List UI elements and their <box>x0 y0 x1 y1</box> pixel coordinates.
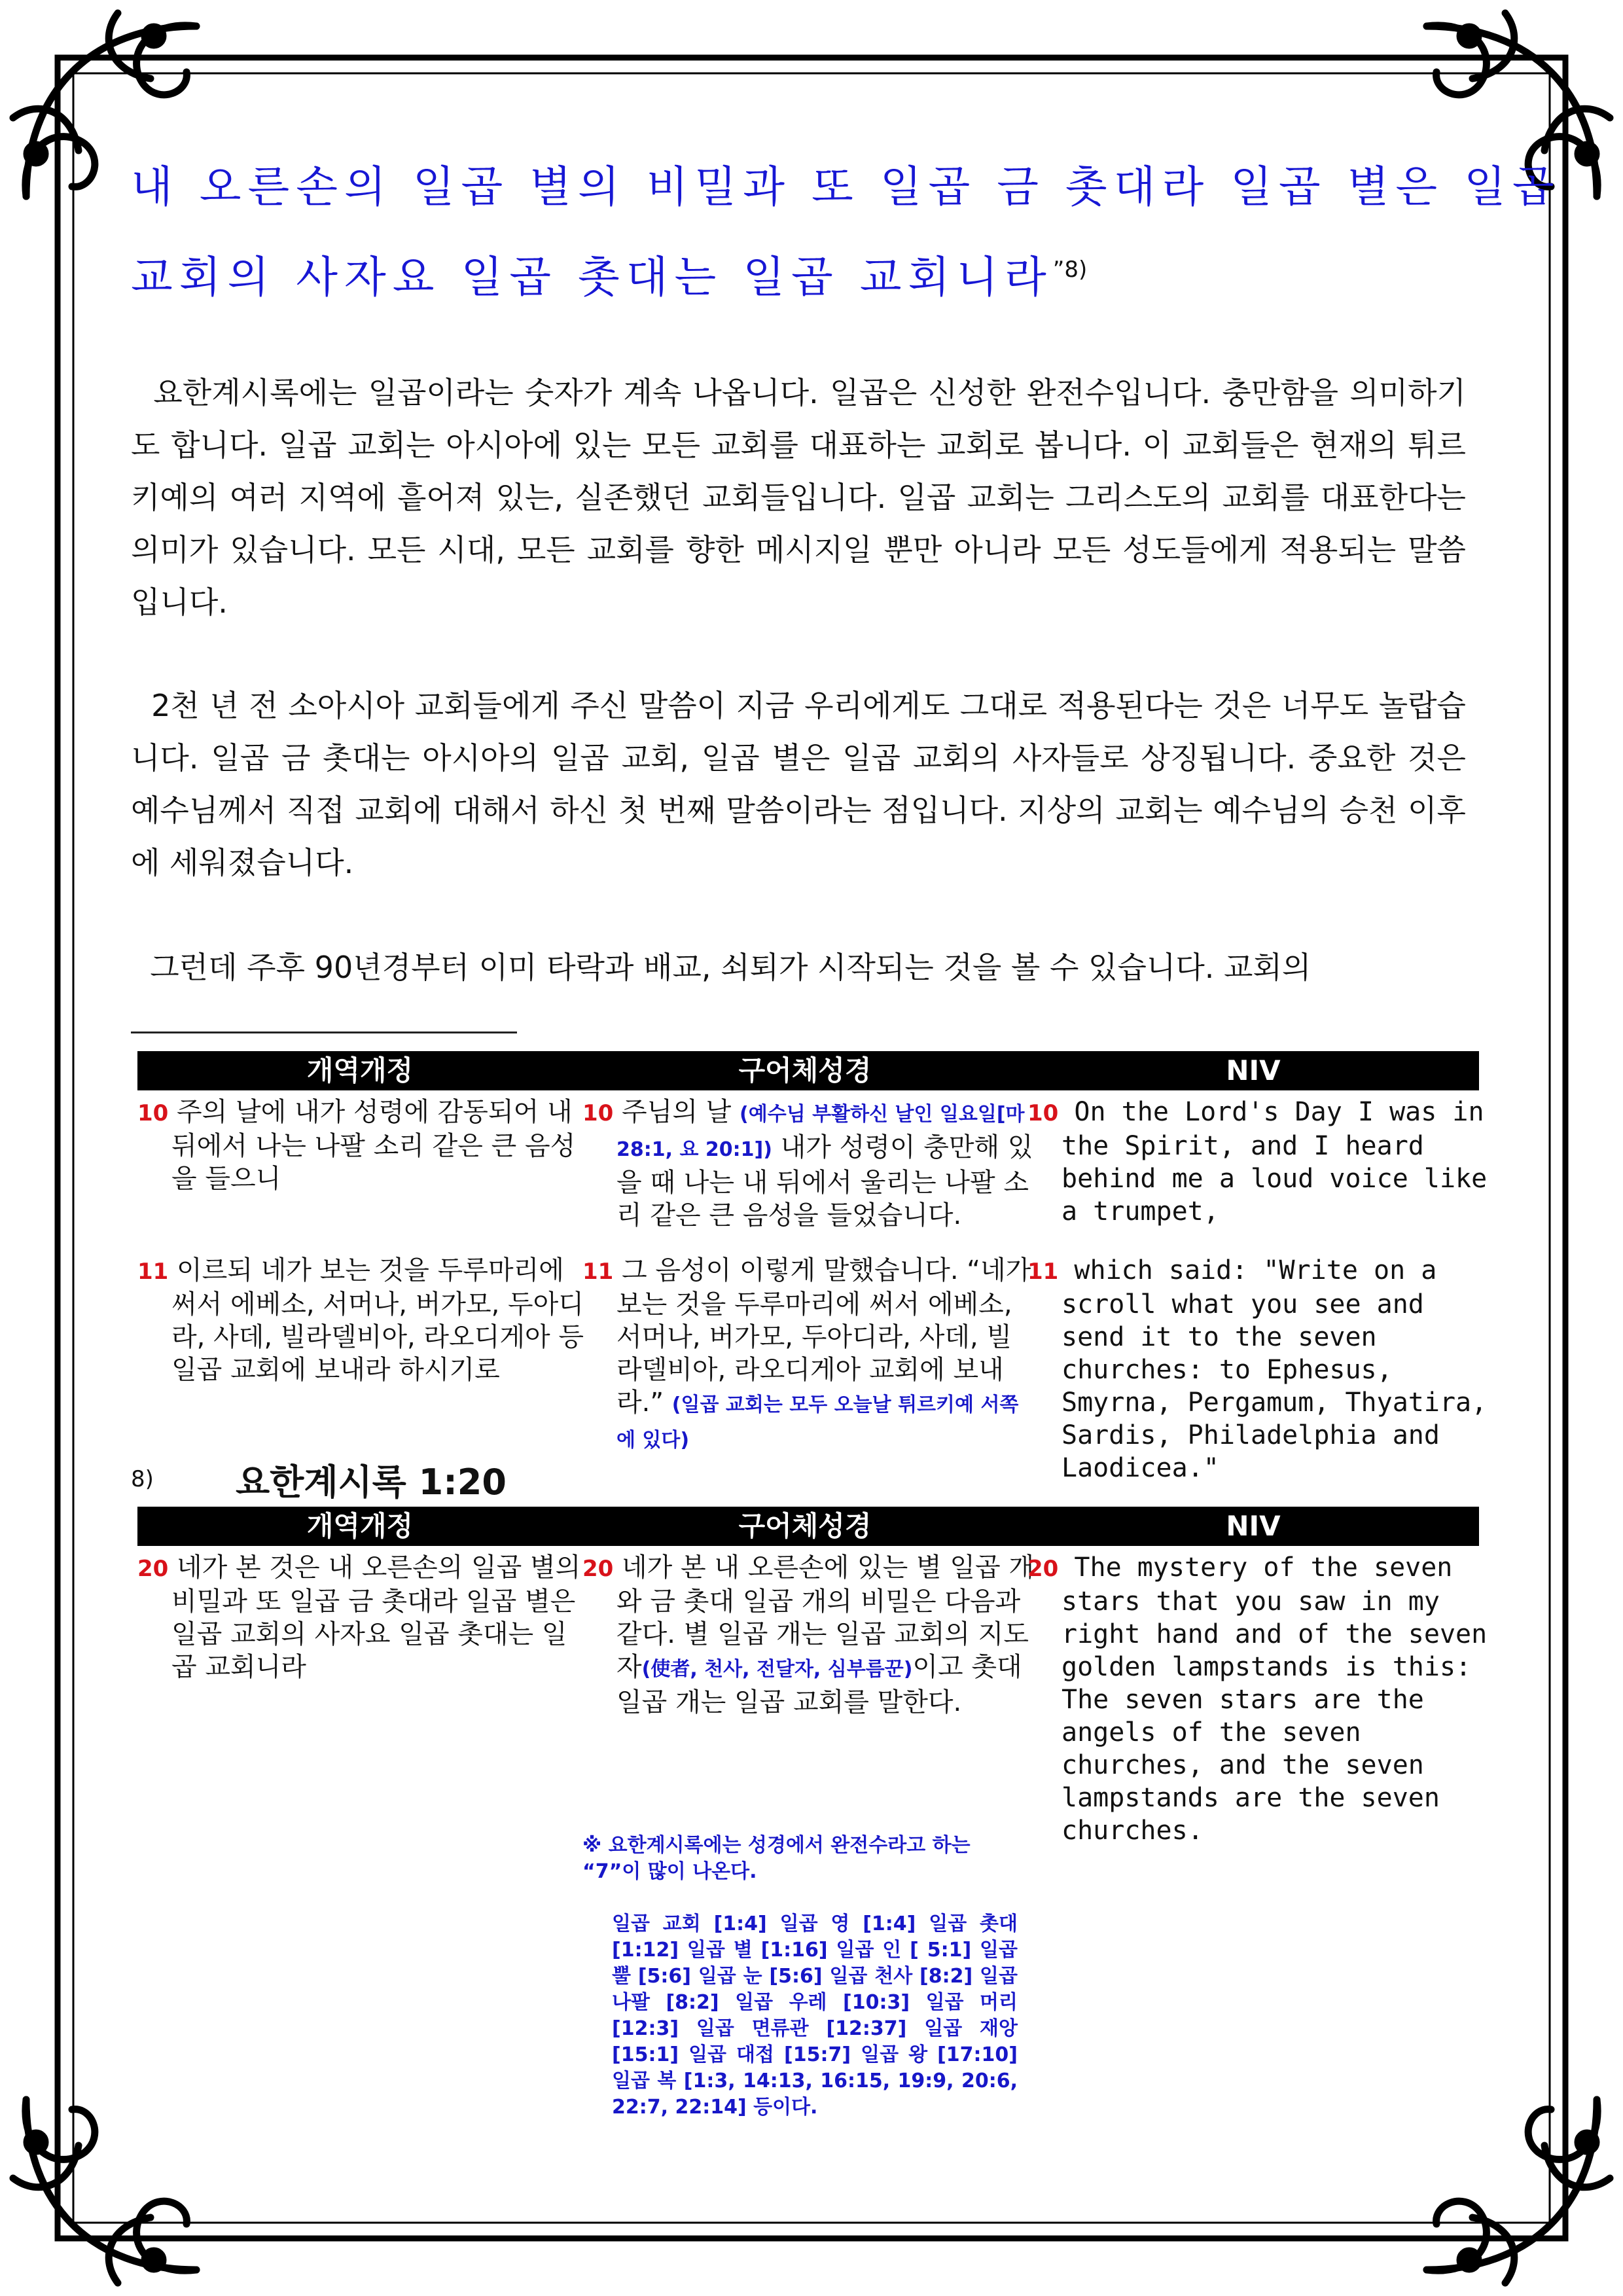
colloquial-text: 그 음성이 이렇게 말했습니다. “네가 보는 것을 두루마리에 써서 에베소, 서머나, 버가모, 두아디라, 사데, 빌라델비아, 라오디게아 교회에 보내라.” <box>616 1255 1031 1418</box>
verse-number: 20 <box>582 1556 614 1582</box>
colloquial-text-cont: 내가 성령이 충만해 있을 때 나는 내 뒤에서 울리는 나팔 소리 같은 큰 음성을 들었습니다. <box>616 1132 1033 1230</box>
quote-line-1: 내 오른손의 일곱 별의 비밀과 또 일곱 금 촛대라 일곱 별은 일곱 <box>131 162 1561 212</box>
paragraph-1 <box>131 367 1466 628</box>
verse-number: 10 <box>137 1100 169 1126</box>
colloquial-text: 네가 본 내 오른손에 있는 별 일곱 개와 금 촛대 일곱 개의 비밀은 다음과 같다. 별 일곱 개는 일곱 교회의 지도자 <box>616 1552 1035 1682</box>
table-cell <box>1027 1254 1493 1484</box>
table-cell <box>582 1096 1035 1232</box>
colloquial-note: (예수님 부활하신 날인 일요일[마 28:1, 요 20:1]) <box>616 1103 1025 1161</box>
column-header-niv: NIV <box>1027 1507 1479 1546</box>
paragraph-1-text: 요한계시록에는 일곱이라는 숫자가 계속 나옵니다. 일곱은 신성한 완전수입니다. 충만함을 의미하기도 합니다. 일곱 교회는 아시아에 있는 모든 교회를 대표하는 교회로 봅니다. 이 교회들은 현재의 튀르키예의 여러 지역에 흩어져 있는, 실존했던 교회들입니다. 일곱 교회는 그리스도의 교회를 대표한다는 의미가 있습니다. 모든 시대, 모든 교회를 향한 메시지일 뿐만 아니라 모든 성도들에게 적용되는 말씀입니다. <box>131 375 1466 620</box>
verse-number: 20 <box>137 1556 169 1582</box>
column-header-krv: 개역개정 <box>137 1051 582 1090</box>
paragraph-3-text: 그런데 주후 90년경부터 이미 타락과 배교, 쇠퇴가 시작되는 것을 볼 수 있습니다. 교회의 <box>150 950 1311 985</box>
column-header-krv: 개역개정 <box>137 1507 582 1546</box>
paragraph-2 <box>131 679 1466 889</box>
verse-number: 10 <box>1027 1100 1059 1126</box>
table-cell <box>137 1254 590 1386</box>
verse-number: 11 <box>582 1259 614 1285</box>
verse-number: 11 <box>1027 1259 1059 1285</box>
table-cell <box>582 1254 1035 1457</box>
colloquial-text: 주님의 날 <box>622 1097 740 1127</box>
table-cell <box>582 1551 1035 1719</box>
table-cell <box>1027 1551 1493 1847</box>
column-header-colloquial: 구어체성경 <box>582 1051 1027 1090</box>
verse-number: 11 <box>137 1259 169 1285</box>
colloquial-note: (일곱 교회는 모두 오늘날 튀르키예 서쪽에 있다) <box>616 1393 1019 1452</box>
verse-number: 20 <box>1027 1556 1059 1582</box>
footnote-title: 요한계시록 1:20 <box>236 1462 507 1503</box>
colloquial-note: (使者, 천사, 전달자, 심부름꾼) <box>641 1658 913 1681</box>
sidenote-list: 일곱 교회 [1:4] 일곱 영 [1:4] 일곱 촛대 [1:12] 일곱 별 [1:16] 일곱 인 [ 5:1] 일곱 뿔 [5:6] 일곱 눈 [5:6] 일곱 천사 [8:2] 일곱 나팔 [8:2] 일곱 우레 [10:3] 일곱 머리 [12:3] 일곱 면류관 [12:37] 일곱 재앙 [15:1] 일곱 대접 [15:7] 일곱 왕 [17:10] 일곱 복 [1:3, 14:13, 16:15, 19:9, 20:6, 22:7, 22:14] 등이다. <box>612 1912 1018 2119</box>
krv-text: 주의 날에 내가 성령에 감동되어 내 뒤에서 나는 나팔 소리 같은 큰 음성을 들으니 <box>171 1097 576 1194</box>
sidenote-heading: ※ 요한계시록에는 성경에서 완전수라고 하는 “7”이 많이 나온다. <box>582 1834 971 1883</box>
niv-text: On the Lord's Day I was in the Spirit, and I heard behind me a loud voice like a trumpet, <box>1061 1097 1488 1227</box>
column-header-niv: NIV <box>1027 1051 1479 1090</box>
footnote-label: 8) <box>131 1466 154 1492</box>
colloquial-text-cont: 이고 촛대 일곱 개는 일곱 교회를 말한다. <box>616 1652 1022 1717</box>
paragraph-2-text: 2천 년 전 소아시아 교회들에게 주신 말씀이 지금 우리에게도 그대로 적용된다는 것은 너무도 놀랍습니다. 일곱 금 촛대는 아시아의 일곱 교회, 일곱 별은 일곱 교회의 사자들로 상징됩니다. 중요한 것은 예수님께서 직접 교회에 대해서 하신 첫 번째 말씀이라는 점입니다. 지상의 교회는 예수님의 승천 이후에 세워졌습니다. <box>131 688 1466 880</box>
paragraph-3 <box>131 941 1466 994</box>
verse-number: 10 <box>582 1100 614 1126</box>
krv-text: 이르되 네가 보는 것을 두루마리에 써서 에베소, 서머나, 버가모, 두아디라, 사데, 빌라델비아, 라오디게아 등 일곱 교회에 보내라 하시기로 <box>171 1255 584 1385</box>
quote-line-2 <box>131 242 1505 304</box>
footnote-ref: ”8) <box>1052 257 1088 283</box>
footnote-divider <box>131 1031 517 1033</box>
niv-text: The mystery of the seven stars that you saw in my right hand and of the seven golden lampstands is this: The seven stars are the angels of the seven churches, and the seven lampstands are the seven churches. <box>1061 1552 1488 1846</box>
quote-text: 교회의 사자요 일곱 촛대는 일곱 교회니라 <box>131 252 1053 302</box>
table-cell <box>1027 1096 1493 1228</box>
krv-text: 네가 본 것은 내 오른손의 일곱 별의 비밀과 또 일곱 금 촛대라 일곱 별은 일곱 교회의 사자요 일곱 촛대는 일곱 교회니라 <box>171 1552 581 1682</box>
table-cell <box>137 1096 590 1195</box>
table-cell <box>137 1551 590 1683</box>
niv-text: which said: "Write on a scroll what you see and send it to the seven churches: to Ephesus, Smyrna, Pergamum, Thyatira, Sardis, Philadelphia and Laodicea." <box>1061 1255 1488 1483</box>
column-header-colloquial: 구어체성경 <box>582 1507 1027 1546</box>
